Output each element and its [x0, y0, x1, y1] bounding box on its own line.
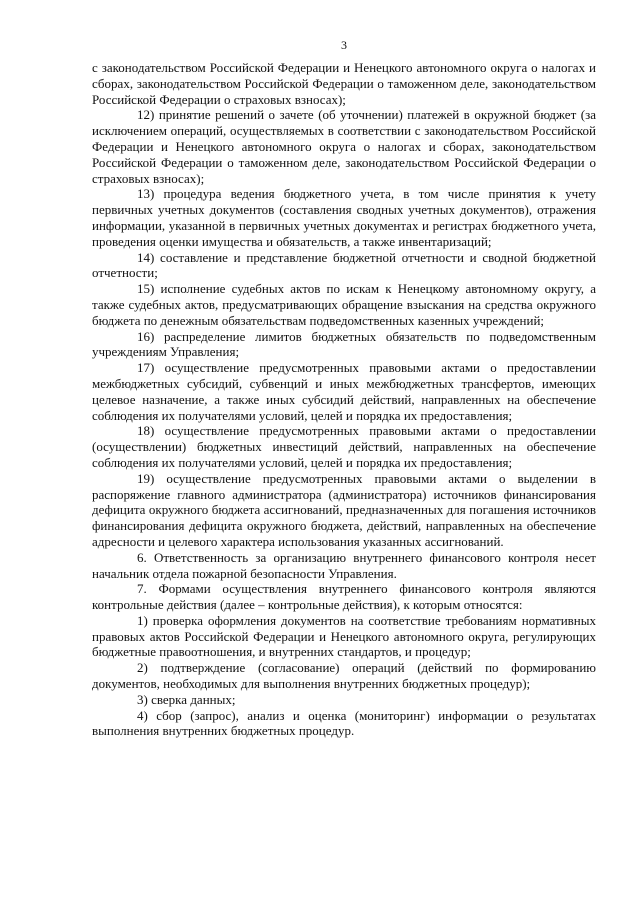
paragraph: 12) принятие решений о зачете (об уточнении) платежей в окружной бюджет (за исключением операций, осуществляемых в соответствии с законодательством Российской Федерации и Ненецкого автономного округа о налогах и сборах, законодательством Российской Федерации о таможенном деле, законодательством Российской Федерации о страховых взносах);	[92, 107, 596, 186]
paragraph: 1) проверка оформления документов на соответствие требованиям нормативных правовых актов Российской Федерации и Ненецкого автономного округа, регулирующих бюджетные правоотношения, и внутренних стандартов, и процедур;	[92, 612, 596, 660]
paragraph: 18) осуществление предусмотренных правовыми актами о предоставлении (осуществлении) бюджетных инвестиций действий, направленных на обеспечение соблюдения их получателями условий, целей и порядка их предоставления;	[92, 423, 596, 470]
paragraph: 4) сбор (запрос), анализ и оценка (мониторинг) информации о результатах выполнения внутренних бюджетных процедур.	[92, 707, 596, 739]
paragraph: 2) подтверждение (согласование) операций (действий по формированию документов, необходимых для выполнения внутренних бюджетных процедур);	[92, 660, 596, 692]
paragraph: 7. Формами осуществления внутреннего финансового контроля являются контрольные действия (далее – контрольные действия), к которым относятся:	[92, 581, 596, 613]
paragraph: 15) исполнение судебных актов по искам к Ненецкому автономному округу, а также судебных актов, предусматривающих обращение взыскания на средства окружного бюджета по денежным обязательствам подведомственных казенных учреждений;	[92, 281, 596, 328]
paragraph: 13) процедура ведения бюджетного учета, в том числе принятия к учету первичных учетных документов (составления сводных учетных документов), отражения информации, указанной в первичных учетных документах и регистрах бюджетного учета, проведения оценки имущества и обязательств, а также инвентаризаций;	[92, 186, 596, 249]
paragraph: с законодательством Российской Федерации и Ненецкого автономного округа о налогах и сборах, законодательством Российской Федерации о таможенном деле, законодательством Российской Федерации о страховых взносах);	[92, 60, 596, 107]
paragraph: 3) сверка данных;	[137, 691, 236, 707]
document-body	[92, 60, 596, 739]
paragraph: 19) осуществление предусмотренных правовыми актами о выделении в распоряжение главного администратора (администратора) источников финансирования дефицита окружного бюджета ассигнований, предназначенных для погашения источников финансирования дефицита окружного бюджета, действий, направленных на обеспечение адресности и целевого характера использования указанных ассигнований.	[92, 470, 596, 549]
paragraph: 16) распределение лимитов бюджетных обязательств по подведомственным учреждениям Управления;	[92, 328, 596, 360]
paragraph: 17) осуществление предусмотренных правовыми актами о предоставлении межбюджетных субсидий, субвенций и иных межбюджетных трансфертов, имеющих целевое назначение, а также иных субсидий действий, направленных на обеспечение соблюдения их получателями условий, целей и порядка их предоставления;	[92, 360, 596, 423]
page-number: 3	[341, 38, 347, 52]
document-page	[92, 38, 596, 739]
paragraph: 6. Ответственность за организацию внутреннего финансового контроля несет начальник отдела пожарной безопасности Управления.	[92, 549, 596, 581]
paragraph: 14) составление и представление бюджетной отчетности и сводной бюджетной отчетности;	[92, 249, 596, 281]
